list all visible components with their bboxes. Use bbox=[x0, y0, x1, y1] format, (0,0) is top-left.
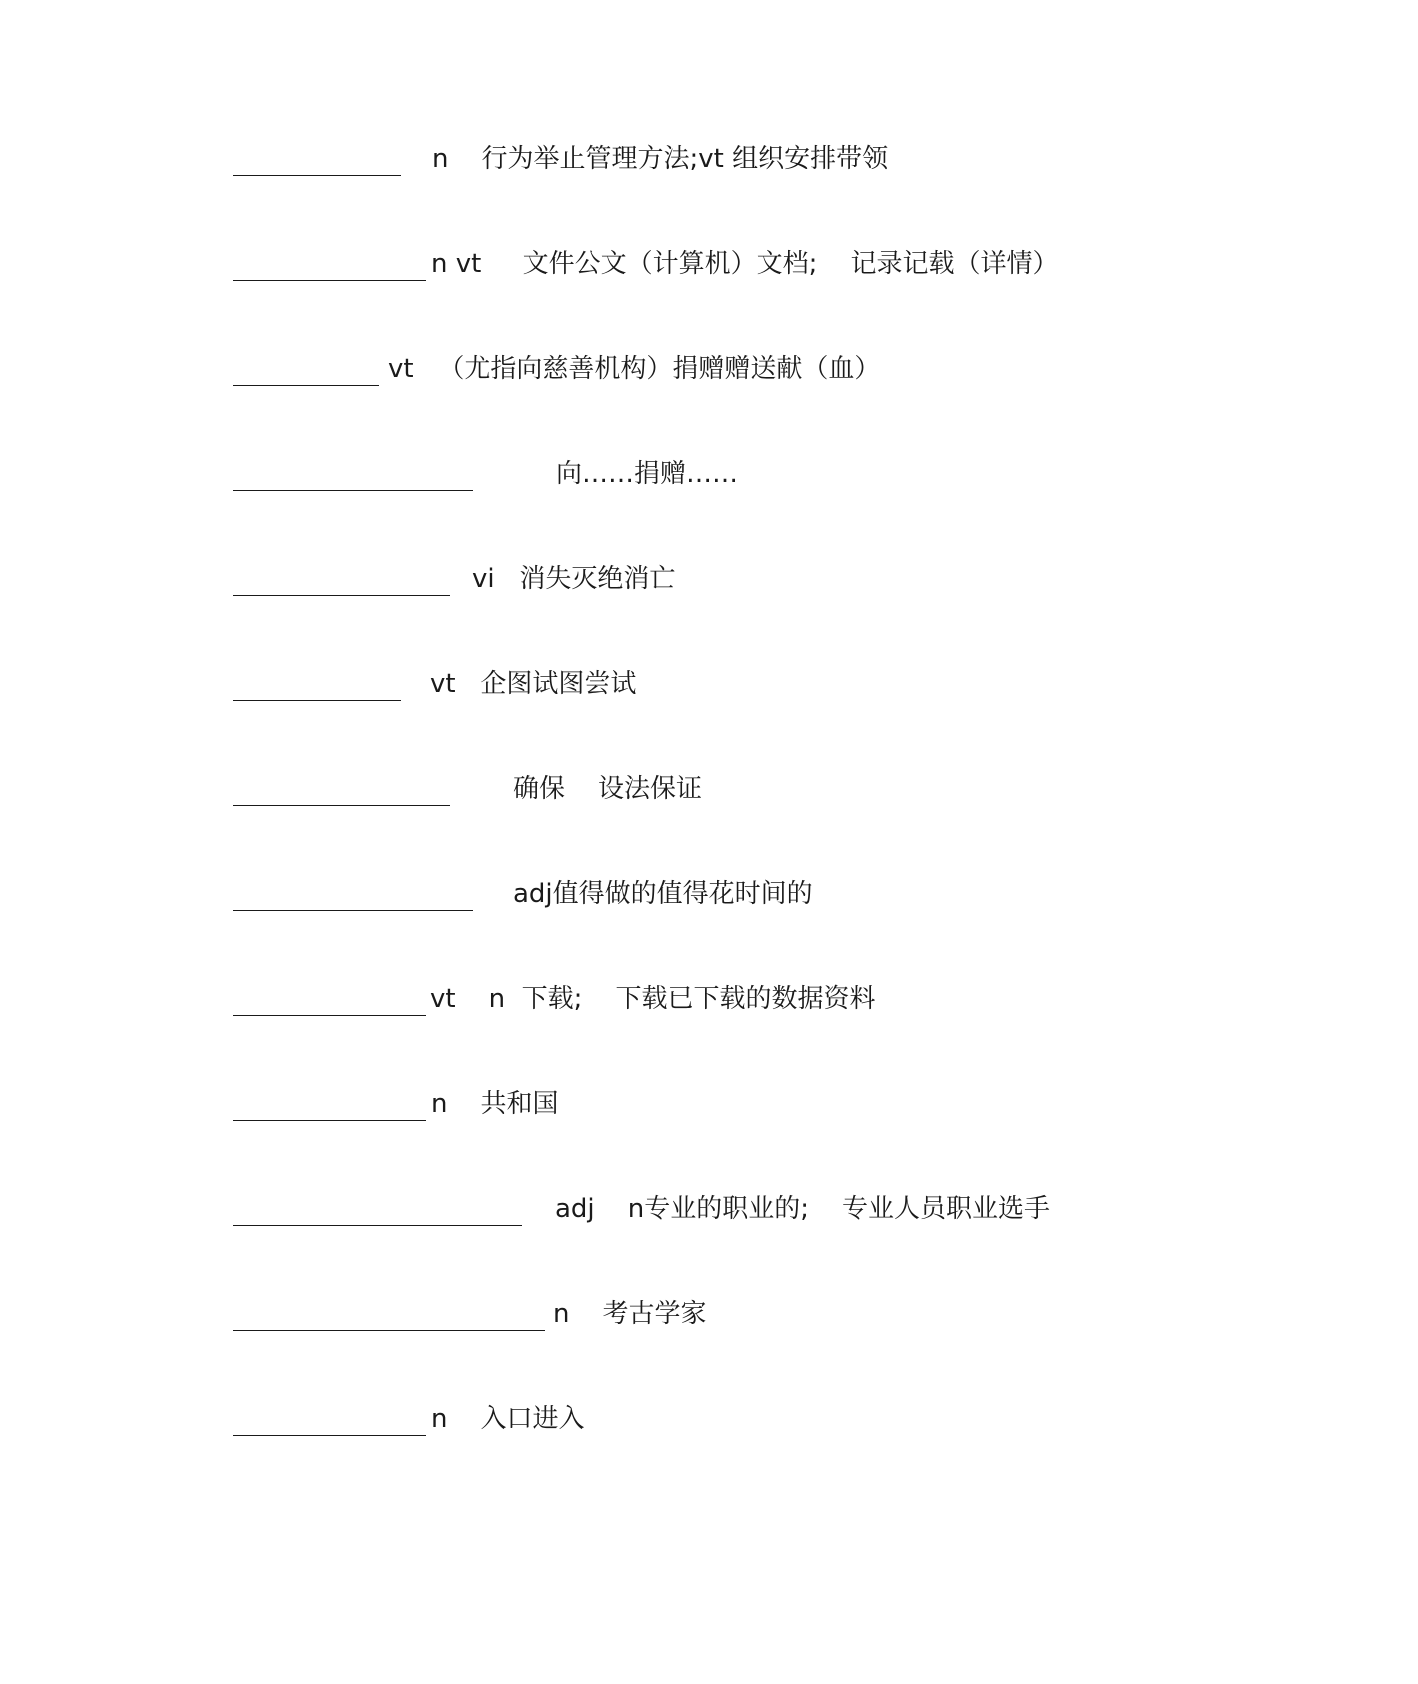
vocab-entry bbox=[0, 1293, 1418, 1333]
answer-blank[interactable] bbox=[233, 991, 426, 1016]
vocab-entry bbox=[0, 978, 1418, 1018]
vocab-entry bbox=[0, 453, 1418, 493]
entry-definition: 确保 设法保证 bbox=[513, 774, 703, 804]
vocab-entry bbox=[0, 873, 1418, 913]
entry-definition: adj值得做的值得花时间的 bbox=[513, 879, 813, 909]
answer-blank[interactable] bbox=[233, 466, 473, 491]
vocab-entry bbox=[0, 1083, 1418, 1123]
entry-definition: n 共和国 bbox=[431, 1089, 559, 1119]
vocab-entry bbox=[0, 1188, 1418, 1228]
answer-blank[interactable] bbox=[233, 1096, 426, 1121]
entry-definition: vt （尤指向慈善机构）捐赠赠送献（血） bbox=[388, 354, 881, 384]
vocab-entry bbox=[0, 1398, 1418, 1438]
answer-blank[interactable] bbox=[233, 256, 426, 281]
vocab-entry bbox=[0, 243, 1418, 283]
answer-blank[interactable] bbox=[233, 886, 473, 911]
answer-blank[interactable] bbox=[233, 781, 450, 806]
answer-blank[interactable] bbox=[233, 1306, 545, 1331]
entry-definition: adj n专业的职业的; 专业人员职业选手 bbox=[555, 1194, 1051, 1224]
answer-blank[interactable] bbox=[233, 361, 379, 386]
entry-definition: n 考古学家 bbox=[553, 1299, 707, 1329]
answer-blank[interactable] bbox=[233, 571, 450, 596]
entry-definition: vt n 下载; 下载已下载的数据资料 bbox=[430, 984, 876, 1014]
entry-definition: n 行为举止管理方法;vt 组织安排带领 bbox=[432, 144, 889, 174]
vocab-entry bbox=[0, 348, 1418, 388]
entry-definition: vi 消失灭绝消亡 bbox=[472, 564, 676, 594]
vocab-entry bbox=[0, 768, 1418, 808]
entry-definition: vt 企图试图尝试 bbox=[430, 669, 637, 699]
answer-blank[interactable] bbox=[233, 676, 401, 701]
entry-definition: n 入口进入 bbox=[431, 1404, 585, 1434]
entry-definition: 向……捐赠…… bbox=[556, 459, 739, 489]
entry-definition: n vt 文件公文（计算机）文档; 记录记载（详情） bbox=[431, 249, 1059, 279]
vocab-entry bbox=[0, 138, 1418, 178]
answer-blank[interactable] bbox=[233, 1411, 426, 1436]
vocab-entry bbox=[0, 663, 1418, 703]
vocab-entry bbox=[0, 558, 1418, 598]
answer-blank[interactable] bbox=[233, 151, 401, 176]
answer-blank[interactable] bbox=[233, 1201, 522, 1226]
